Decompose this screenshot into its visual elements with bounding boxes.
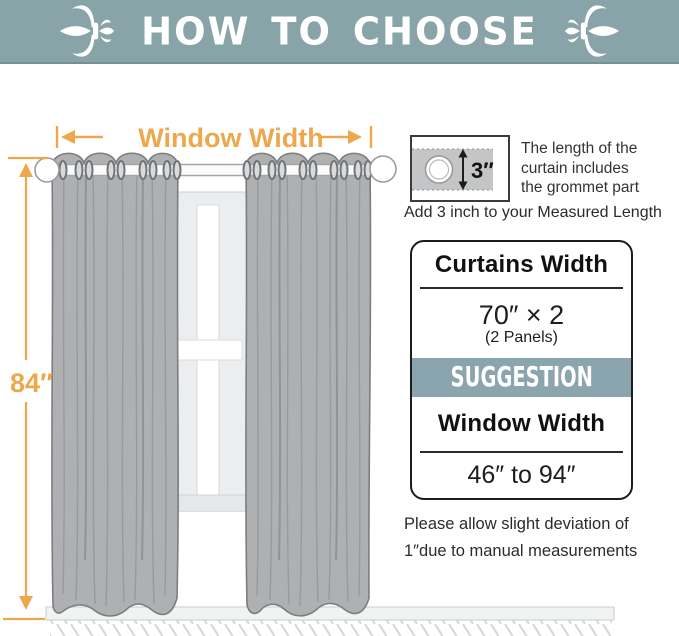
header-banner bbox=[0, 0, 679, 64]
deviation-note bbox=[404, 511, 674, 565]
size-suggestion-table bbox=[410, 240, 633, 500]
window-width-label: Window Width bbox=[138, 123, 324, 153]
curtain-panel-right bbox=[246, 153, 371, 616]
panels-note: (2 Panels) bbox=[485, 329, 558, 346]
page-title: HOW TO CHOOSE bbox=[141, 8, 538, 54]
grommet-desc-line2: curtain includes bbox=[521, 159, 629, 177]
curtains-width-header: Curtains Width bbox=[434, 250, 609, 278]
add-length-note: Add 3 inch to your Measured Length bbox=[404, 204, 662, 221]
height-arrow-up-head bbox=[19, 163, 33, 177]
window-width-value: 46″ to 94″ bbox=[467, 461, 576, 489]
baseboard bbox=[46, 607, 614, 620]
suggestion-band bbox=[412, 358, 631, 397]
curtains-width-value: 70″ × 2 bbox=[478, 300, 565, 330]
curtain-panel-left bbox=[52, 153, 178, 616]
suggestion-label: SUGGESTION bbox=[450, 361, 593, 394]
fleur-de-lis-icon bbox=[59, 3, 115, 59]
fleur-de-lis-icon bbox=[564, 3, 620, 59]
grommet-desc-line3: the grommet part bbox=[521, 179, 640, 196]
height-label: 84″ bbox=[10, 368, 53, 398]
grommet-length-diagram bbox=[410, 135, 510, 202]
grommet-description bbox=[521, 139, 673, 198]
window-width-header: Window Width bbox=[437, 410, 606, 437]
height-arrow-down-head bbox=[19, 596, 33, 610]
deviation-note-line2: 1″due to manual measurements bbox=[404, 542, 638, 560]
width-arrow-right-head bbox=[348, 130, 362, 144]
grommet-size-label: 3″ bbox=[471, 158, 494, 183]
grommet-desc-line1: The length of the bbox=[521, 140, 638, 157]
deviation-note-line1: Please allow slight deviation of bbox=[404, 515, 629, 533]
floor-hatching bbox=[50, 620, 612, 636]
window-frame bbox=[170, 192, 248, 608]
floor bbox=[46, 607, 614, 636]
width-arrow-left-head bbox=[61, 130, 75, 144]
